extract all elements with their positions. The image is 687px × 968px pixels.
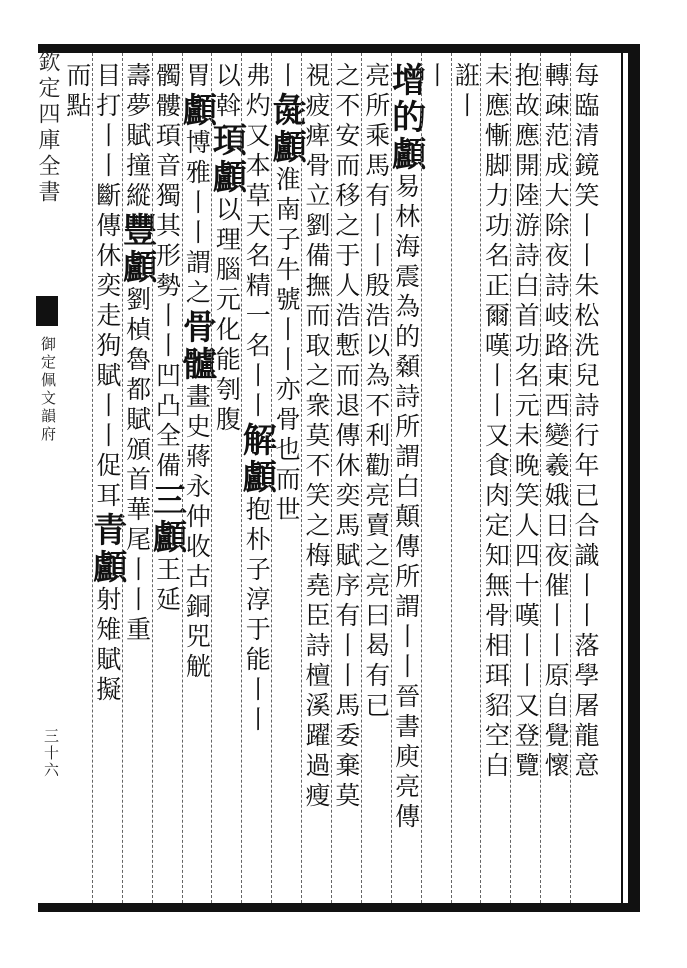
entry-text: 易林海震為的顙詩所謂白顛傳所謂丨丨晉書庾亮傳 bbox=[391, 173, 421, 833]
entry-text: 丨 bbox=[272, 62, 302, 92]
column-divider bbox=[122, 53, 124, 903]
entry-headword: 顱 bbox=[176, 92, 217, 129]
entry-text: 斷傳休奕走狗賦丨丨促耳 bbox=[92, 182, 122, 512]
entry-headword: 頊顱 bbox=[206, 122, 247, 196]
entry-text: 以斡 bbox=[212, 62, 242, 122]
entry-headword: 青顱 bbox=[86, 512, 127, 586]
entry-text: 劉楨魯都賦頒首華尾丨丨重 bbox=[122, 286, 152, 646]
column-divider bbox=[241, 53, 243, 903]
entry-text: 射雉賦擬 bbox=[92, 586, 122, 706]
column-divider bbox=[421, 53, 423, 903]
entry-text: 淮南子牛號丨丨亦骨也而世 bbox=[272, 166, 302, 526]
entry-headword: 彘顱 bbox=[266, 92, 307, 166]
frame-bottom bbox=[38, 903, 640, 912]
entry-text: 視疲痺骨立劉備撫而取之衆莫不笑之梅堯臣詩檀溪躍過瘦 bbox=[301, 62, 331, 812]
entry-text: 博雅丨丨謂之 bbox=[182, 129, 212, 309]
entry-text: 目打丨丨 bbox=[92, 62, 122, 182]
entry-text: 髑髏頊音獨 bbox=[152, 62, 182, 212]
text-column-4 bbox=[480, 62, 510, 900]
frame-right bbox=[628, 44, 640, 912]
column-divider bbox=[211, 53, 213, 903]
frame-top bbox=[38, 44, 640, 53]
entry-text: 王延 bbox=[152, 556, 182, 616]
entry-text: 胃 bbox=[182, 62, 212, 92]
column-divider bbox=[510, 53, 512, 903]
text-column-15 bbox=[146, 62, 187, 900]
text-column-7 bbox=[385, 62, 426, 900]
frame-right-inner bbox=[621, 53, 623, 903]
column-divider bbox=[271, 53, 273, 903]
entry-text: 之不安而移之于人浩慙而退傳休奕馬賦序有丨丨馬委棄莫 bbox=[331, 62, 361, 812]
entry-text: 亮所乘馬有丨丨殷浩以為不利勸亮賣之亮曰曷有已 bbox=[361, 62, 391, 722]
text-column-17 bbox=[86, 62, 127, 900]
text-column-9 bbox=[331, 62, 361, 900]
entry-text: 以理腦元化能刳腹 bbox=[212, 196, 242, 436]
text-column-18 bbox=[62, 62, 92, 900]
column-divider bbox=[451, 53, 453, 903]
entry-text: 誑丨 bbox=[451, 62, 481, 122]
entry-text: 畫史蔣永仲收古銅兕觥 bbox=[182, 383, 212, 683]
entry-text: 其形勢丨丨凹凸全備 bbox=[152, 212, 182, 482]
text-column-14 bbox=[176, 62, 217, 900]
entry-text: 弗灼又本草天名精一名丨丨 bbox=[242, 62, 272, 422]
entry-text: 每臨清鏡笑丨丨朱松洗兒詩行年已合識丨丨落學屠龍意 bbox=[570, 62, 600, 782]
text-column-6 bbox=[421, 62, 451, 900]
column-divider bbox=[152, 53, 154, 903]
entry-headword: 增的顱 bbox=[385, 62, 426, 173]
column-divider bbox=[480, 53, 482, 903]
margin-edition: 御定佩文韻府 bbox=[39, 336, 57, 444]
column-divider bbox=[570, 53, 572, 903]
entry-text: 丨 bbox=[421, 62, 451, 92]
text-column-8 bbox=[361, 62, 391, 900]
entry-text: 抱朴子淳于能丨丨 bbox=[242, 496, 272, 736]
text-column-2 bbox=[540, 62, 570, 900]
entry-text: 未應慚脚力功名正爾嘆丨丨又食肉定知無骨相珥貂空白 bbox=[481, 62, 511, 782]
entry-headword: 豐顱 bbox=[116, 212, 157, 286]
entry-headword: 三顱 bbox=[146, 482, 187, 556]
entry-text: 壽夢賦撞縱 bbox=[122, 62, 152, 212]
column-divider bbox=[182, 53, 184, 903]
text-column-3 bbox=[510, 62, 540, 900]
entry-headword: 解顱 bbox=[236, 422, 277, 496]
text-column-13 bbox=[206, 62, 247, 900]
column-divider bbox=[391, 53, 393, 903]
text-column-16 bbox=[116, 62, 157, 900]
text-column-10 bbox=[301, 62, 331, 900]
column-divider bbox=[331, 53, 333, 903]
entry-text: 而點 bbox=[62, 62, 92, 122]
column-divider bbox=[540, 53, 542, 903]
entry-text: 抱故應開陸游詩白首功名元未晚笑人四十嘆丨丨又登覽 bbox=[511, 62, 541, 782]
margin-title: 欽定四庫全書 bbox=[35, 50, 60, 206]
column-divider bbox=[92, 53, 94, 903]
page-number: 三十六 bbox=[42, 728, 60, 779]
text-column-1 bbox=[570, 62, 600, 900]
column-divider bbox=[301, 53, 303, 903]
entry-headword: 骨髗 bbox=[176, 309, 217, 383]
entry-text: 轉疎范成大除夜詩岐路東西變羲娥日夜催丨丨原自覺懷 bbox=[541, 62, 571, 782]
margin-rule bbox=[36, 296, 58, 326]
text-column-5 bbox=[451, 62, 481, 900]
column-divider bbox=[361, 53, 363, 903]
